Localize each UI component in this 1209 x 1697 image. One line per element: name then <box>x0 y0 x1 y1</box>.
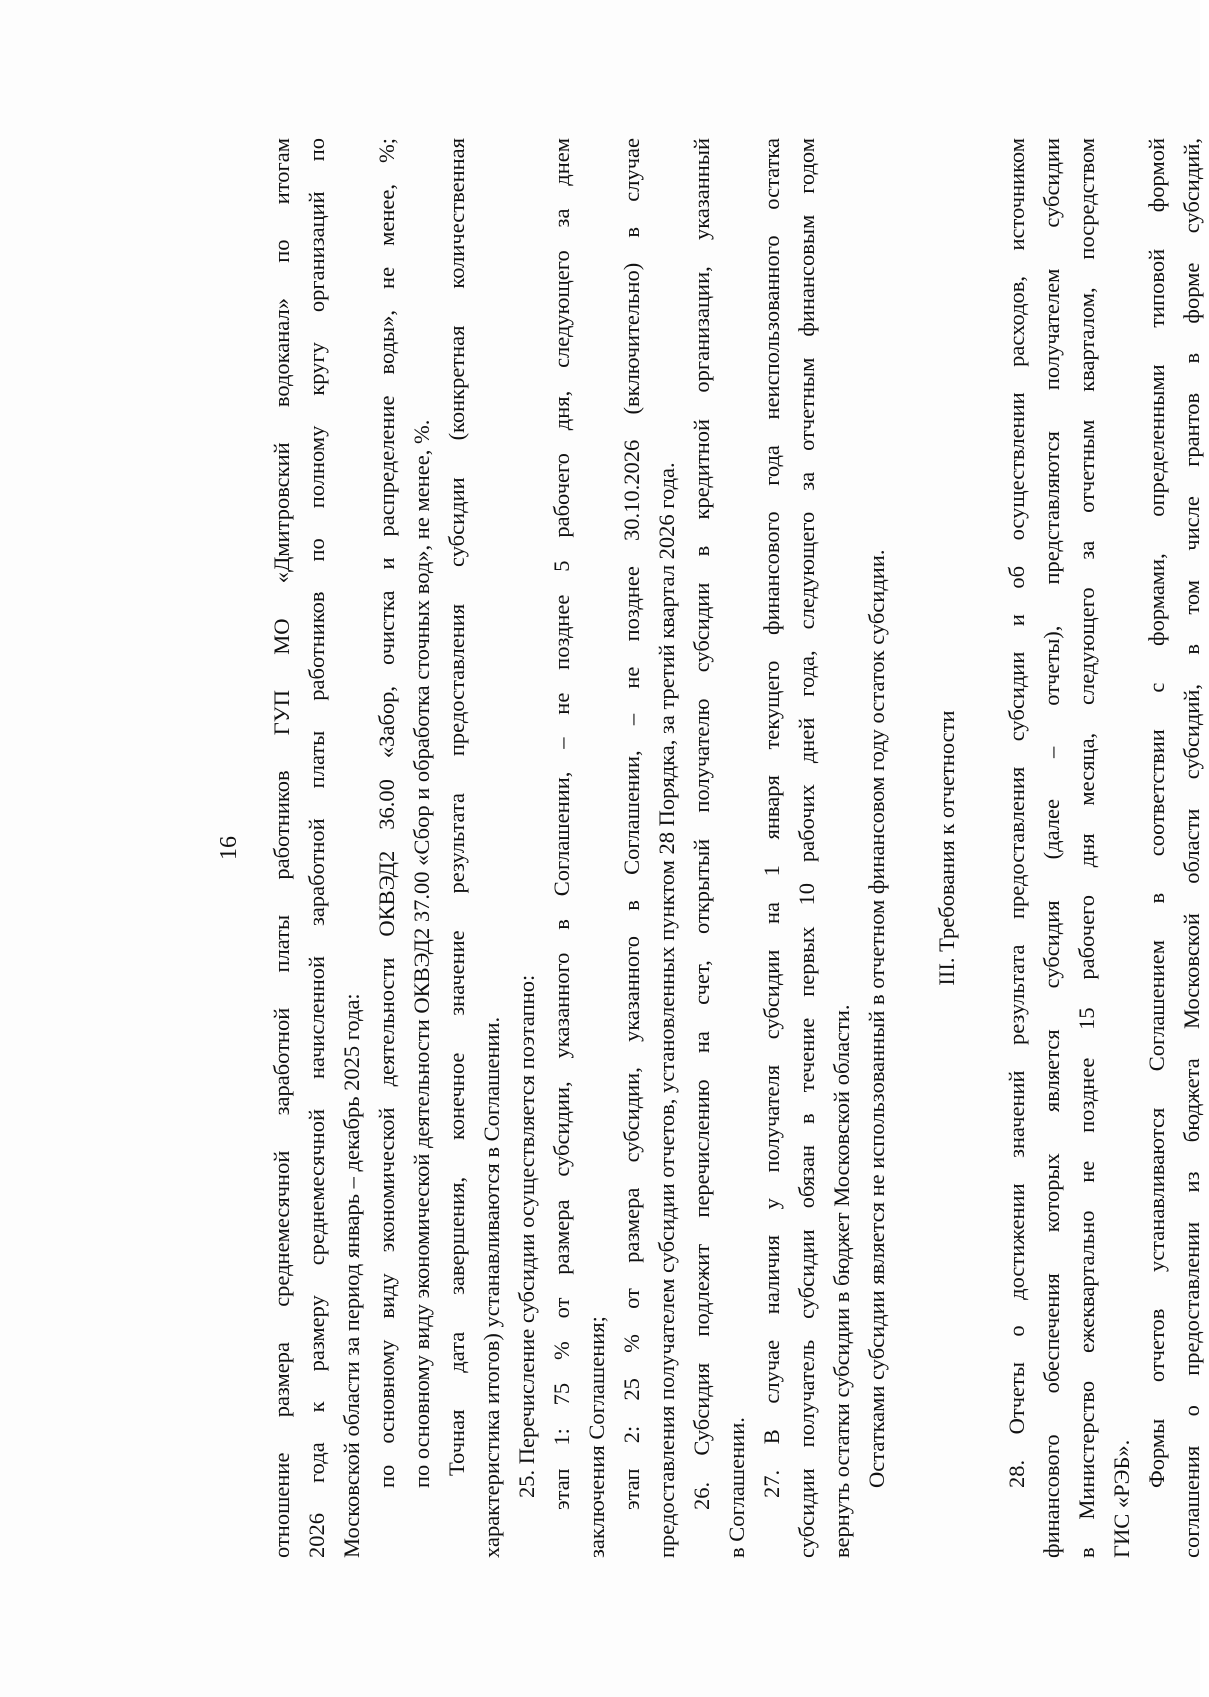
text-line: соглашения о предоставлении из бюджета Московской области субсидий, в том числе грантов в форме субсидий, <box>1179 138 1204 1558</box>
text-line: этап 1: 75 % от размера субсидии, указанного в Соглашении, – не позднее 5 рабочего дня, следующего за днем <box>549 138 574 1510</box>
text-line: по основному виду экономической деятельности ОКВЭД2 37.00 «Сбор и обработка сточных вод», не менее, %. <box>409 419 434 1488</box>
text-line: по основному виду экономической деятельности ОКВЭД2 36.00 «Забор, очистка и распределение воды», не менее, %; <box>374 138 399 1488</box>
text-line: Остатками субсидии является не использованный в отчетном финансовом году остаток субсидии. <box>864 549 889 1488</box>
text-line: вернуть остатки субсидии в бюджет Московской области. <box>829 1004 854 1558</box>
text-line: в Министерство ежеквартально не позднее 15 рабочего дня месяца, следующего за отчетным кварталом, посредством <box>1074 138 1099 1558</box>
text-line: финансового обеспечения которых является субсидия (далее – отчеты), представляются получателем субсидии <box>1039 138 1064 1558</box>
text-line: заключения Соглашения; <box>584 1316 609 1558</box>
rotated-page-content <box>210 83 1204 1613</box>
text-line: Точная дата завершения, конечное значение результата предоставления субсидии (конкретная количественная <box>444 138 469 1476</box>
text-line: 2026 года к размеру среднемесячной начисленной заработной платы работников по полному кругу организаций по <box>304 138 329 1558</box>
text-line: предоставления получателем субсидии отчетов, установленных пунктом 28 Порядка, за третий квартал 2026 года. <box>654 462 679 1558</box>
text-line: 27. В случае наличия у получателя субсидии на 1 января текущего финансового года неиспользованного остатка <box>759 138 784 1498</box>
section-heading: III. Требования к отчетности <box>934 710 959 986</box>
text-line: Московской области за период январь – декабрь 2025 года: <box>339 993 364 1558</box>
text-line: 28. Отчеты о достижении значений результата предоставления субсидии и об осуществлении расходов, источником <box>1004 138 1029 1488</box>
text-line: этап 2: 25 % от размера субсидии, указанного в Соглашении, – не позднее 30.10.2026 (включительно) в случае <box>619 138 644 1510</box>
text-line: отношение размера среднемесячной заработной платы работников ГУП МО «Дмитровский водоканал» по итогам <box>269 138 294 1558</box>
text-line: 26. Субсидия подлежит перечислению на счет, открытый получателю субсидии в кредитной организации, указанный <box>689 138 714 1510</box>
text-line: характеристика итогов) устанавливаются в Соглашении. <box>479 1016 504 1558</box>
text-line: ГИС «РЭБ». <box>1109 1439 1134 1558</box>
text-line: в Соглашении. <box>724 1417 749 1558</box>
text-line: субсидии получатель субсидии обязан в течение первых 10 рабочих дней года, следующего за отчетным финансовым годом <box>794 138 819 1558</box>
page-number: 16 <box>216 836 242 860</box>
text-line: 25. Перечисление субсидии осуществляется поэтапно: <box>514 974 539 1498</box>
text-line: Формы отчетов устанавливаются Соглашением в соответствии с формами, определенными типовой формой <box>1144 138 1169 1488</box>
document-body <box>264 138 1209 1558</box>
